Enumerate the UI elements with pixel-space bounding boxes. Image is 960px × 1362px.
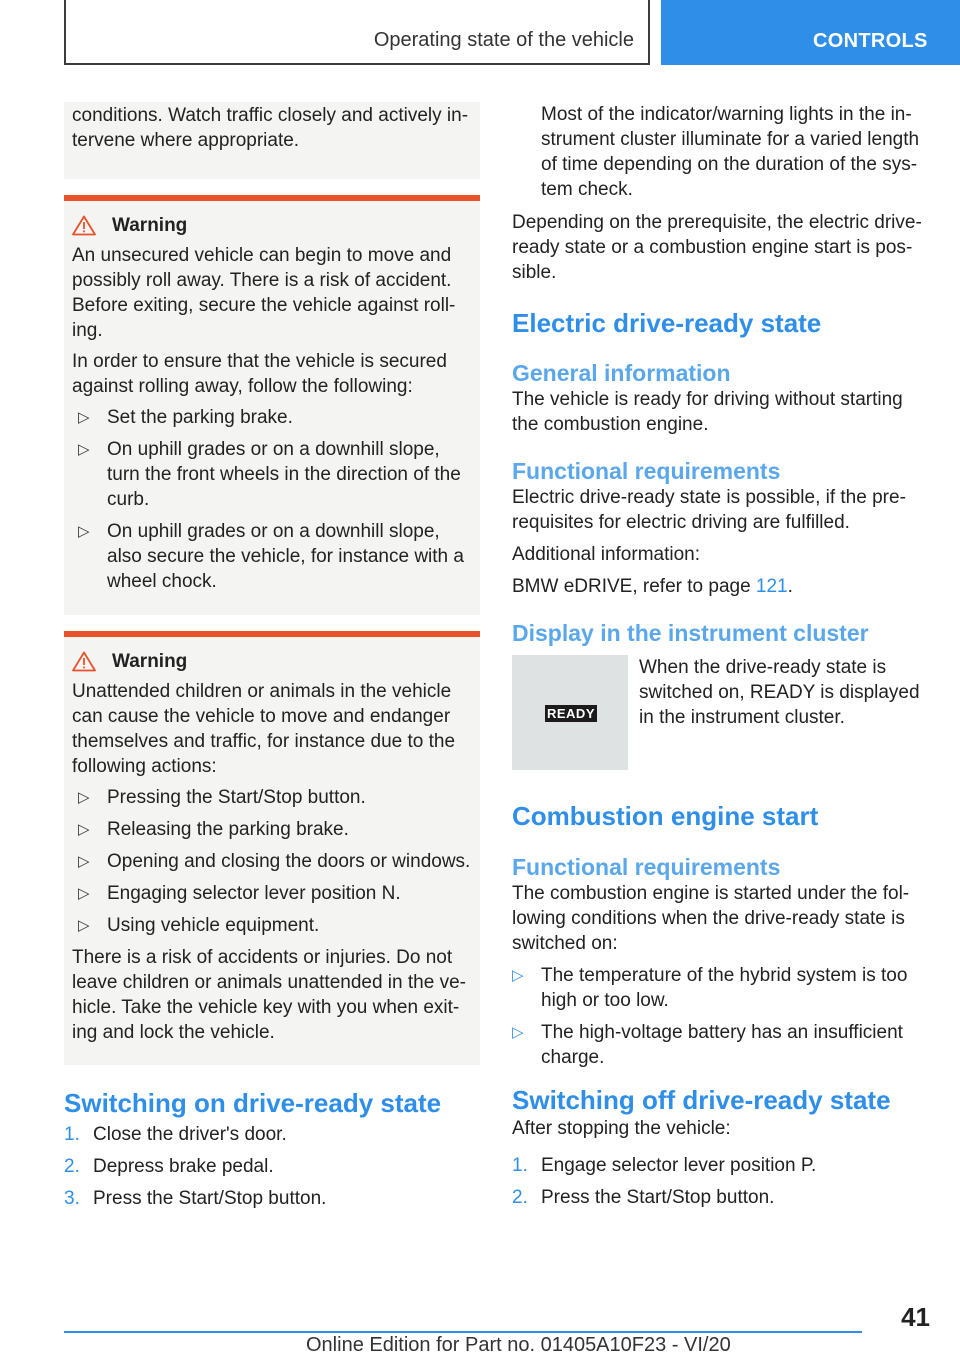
list-item: Most of the indicator/warning lights in the instrument cluster illuminate for a varied length of time depending on the duration of the system check.	[541, 104, 920, 200]
header-section-tab	[64, 0, 650, 65]
warning-text: There is a risk of accidents or injuries. Do not leave children or animals unattended in the vehicle. Take the vehicle key with you when exiting and lock the vehicle.	[72, 947, 466, 1043]
combustion-list	[512, 963, 932, 1070]
body-text: The combustion engine is started under the following conditions when the drive-ready state is switched on:	[512, 883, 910, 954]
list-item: 3. Press the Start/Stop button.	[64, 1188, 327, 1209]
triangle-right-icon: ▷	[78, 821, 90, 838]
list-item: ▷ On uphill grades or on a downhill slope, turn the front wheels in the direction of the curb.	[78, 439, 461, 510]
body-text: Electric drive-ready state is possible, if the prerequisites for electric driving are fulfilled.	[512, 487, 906, 533]
list-item: 1. Engage selector lever position P.	[512, 1155, 817, 1176]
section-heading-combustion: Combustion engine start	[512, 801, 819, 831]
header-section-title: Operating state of the vehicle	[373, 29, 634, 51]
triangle-right-icon: ▷	[78, 885, 90, 902]
continued-text: conditions. Watch traffic closely and actively intervene where appropriate.	[72, 105, 469, 151]
subheading-functional: Functional requirements	[512, 854, 781, 880]
page-number: 41	[901, 1302, 930, 1332]
triangle-right-icon: ▷	[78, 789, 90, 806]
warning-triangle-icon	[72, 651, 98, 673]
warning-text: An unsecured vehicle can begin to move and possibly roll away. There is a risk of accident. Before exiting, secure the vehicle against rolling.	[72, 245, 456, 341]
section-heading-electric: Electric drive-ready state	[512, 308, 822, 338]
list-item: ▷ On uphill grades or on a downhill slope, also secure the vehicle, for instance with a wheel chock.	[78, 521, 464, 592]
ready-indicator: READY	[546, 706, 595, 721]
section-heading-switching-off: Switching off drive-ready state	[512, 1085, 891, 1115]
instrument-cluster-image	[512, 655, 628, 770]
subheading-general: General information	[512, 360, 731, 386]
list-item: ▷ Pressing the Start/Stop button.	[78, 787, 366, 808]
list-item: ▷ Set the parking brake.	[78, 407, 293, 428]
list-item: 2. Press the Start/Stop button.	[512, 1187, 775, 1208]
body-text: Depending on the prerequisite, the electric drive-ready state or a combustion engine start is possible.	[512, 212, 922, 283]
warning-box-children	[64, 631, 480, 1065]
body-text: After stopping the vehicle:	[512, 1118, 731, 1139]
cross-reference: BMW eDRIVE, refer to page 121.	[512, 576, 793, 597]
list-item: ▷ Opening and closing the doors or windows.	[78, 851, 471, 872]
list-item: ▷ Engaging selector lever position N.	[78, 883, 401, 904]
continued-warning-box	[64, 102, 480, 179]
list-item: ▷ The high-voltage battery has an insufficient charge.	[512, 1022, 903, 1068]
triangle-right-icon: ▷	[78, 441, 90, 458]
footer-divider	[64, 1331, 862, 1333]
warning-list	[72, 405, 472, 594]
page-link[interactable]: 121	[755, 576, 788, 597]
triangle-right-icon: ▷	[512, 1024, 524, 1041]
warning-triangle-icon	[72, 215, 98, 237]
list-item: ▷ The temperature of the hybrid system is too high or too low.	[512, 965, 908, 1011]
header-chapter-tab	[661, 0, 960, 65]
subheading-display: Display in the instrument cluster	[512, 620, 869, 646]
body-text: Additional information:	[512, 544, 700, 565]
triangle-right-icon: ▷	[78, 523, 90, 540]
switch-on-steps	[64, 1122, 480, 1211]
right-column	[512, 102, 932, 1217]
triangle-right-icon: ▷	[78, 409, 90, 426]
list-item: 1. Close the driver's door.	[64, 1124, 287, 1145]
triangle-right-icon: ▷	[512, 967, 524, 984]
list-item: ▷ Using vehicle equipment.	[78, 915, 320, 936]
warning-box-roll-away	[64, 195, 480, 615]
header-chapter-title: CONTROLS	[813, 30, 928, 52]
switch-off-steps	[512, 1153, 932, 1210]
warning-text: In order to ensure that the vehicle is secured against rolling away, follow the following:	[72, 351, 447, 397]
subheading-functional: Functional requirements	[512, 458, 781, 484]
warning-title: Warning	[72, 651, 472, 673]
list-item: ▷ Releasing the parking brake.	[78, 819, 349, 840]
ready-display-block	[512, 655, 932, 770]
body-text: When the drive-ready state is switched on, READY is displayed in the instrument cluster.	[639, 657, 920, 728]
warning-list	[72, 785, 472, 938]
triangle-right-icon: ▷	[78, 917, 90, 934]
footer-edition: Online Edition for Part no. 01405A10F23 - VI/20	[306, 1334, 731, 1356]
section-heading-switching-on: Switching on drive-ready state	[64, 1088, 442, 1118]
indicator-list	[512, 102, 932, 202]
triangle-right-icon: ▷	[78, 853, 90, 870]
body-text: The vehicle is ready for driving without starting the combustion engine.	[512, 389, 903, 435]
warning-text: Unattended children or animals in the vehicle can cause the vehicle to move and endanger themselves and traffic, for instance due to the following actions:	[72, 681, 456, 777]
list-item: 2. Depress brake pedal.	[64, 1156, 274, 1177]
warning-title: Warning	[72, 215, 472, 237]
left-column	[64, 102, 480, 1218]
